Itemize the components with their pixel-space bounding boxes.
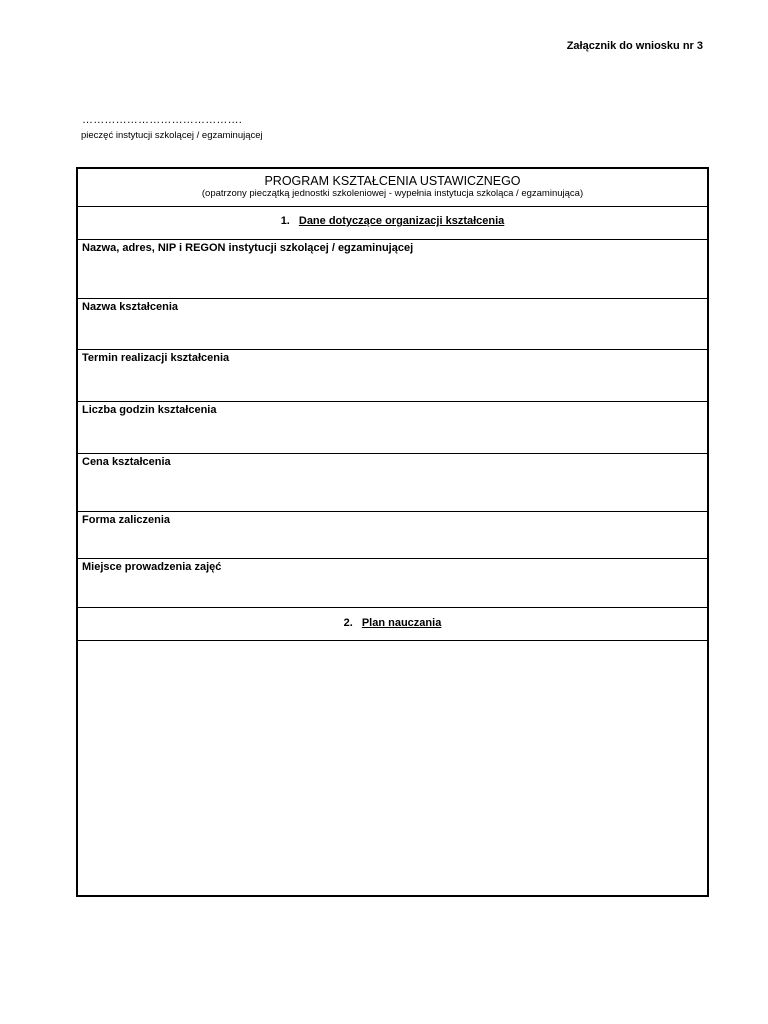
- field-label: Nazwa kształcenia: [82, 301, 178, 313]
- stamp-placeholder-line: …………………………………….: [82, 114, 243, 126]
- field-venue[interactable]: [78, 559, 707, 608]
- field-institution-details[interactable]: [78, 240, 707, 299]
- training-program-form: [76, 167, 709, 897]
- field-label: Cena kształcenia: [82, 456, 171, 468]
- field-training-hours[interactable]: [78, 402, 707, 454]
- form-subtitle: (opatrzony pieczątką jednostki szkoleniowej - wypełnia instytucja szkoląca / egzaminująca): [201, 188, 584, 199]
- field-label: Forma zaliczenia: [82, 514, 171, 526]
- form-title-block: [78, 169, 707, 207]
- section-2-number: 2.: [343, 617, 353, 629]
- stamp-caption: pieczęć instytucji szkolącej / egzaminującej: [81, 130, 263, 141]
- curriculum-plan-area[interactable]: [78, 641, 707, 895]
- field-training-name[interactable]: [78, 299, 707, 350]
- section-2-title: Plan nauczania: [361, 617, 442, 629]
- field-training-price[interactable]: [78, 454, 707, 512]
- section-heading-1: [78, 207, 707, 240]
- field-label: Termin realizacji kształcenia: [82, 352, 230, 364]
- section-1-title: Dane dotyczące organizacji kształcenia: [298, 215, 505, 227]
- field-assessment-form[interactable]: [78, 512, 707, 559]
- attachment-label: Załącznik do wniosku nr 3: [566, 40, 703, 52]
- field-label: Liczba godzin kształcenia: [82, 404, 217, 416]
- section-heading-2: [78, 608, 707, 641]
- field-training-dates[interactable]: [78, 350, 707, 402]
- form-title: PROGRAM KSZTAŁCENIA USTAWICZNEGO: [264, 174, 521, 188]
- section-1-number: 1.: [280, 215, 290, 227]
- field-label: Nazwa, adres, NIP i REGON instytucji szkolącej / egzaminującej: [82, 242, 414, 254]
- field-label: Miejsce prowadzenia zajęć: [82, 561, 222, 573]
